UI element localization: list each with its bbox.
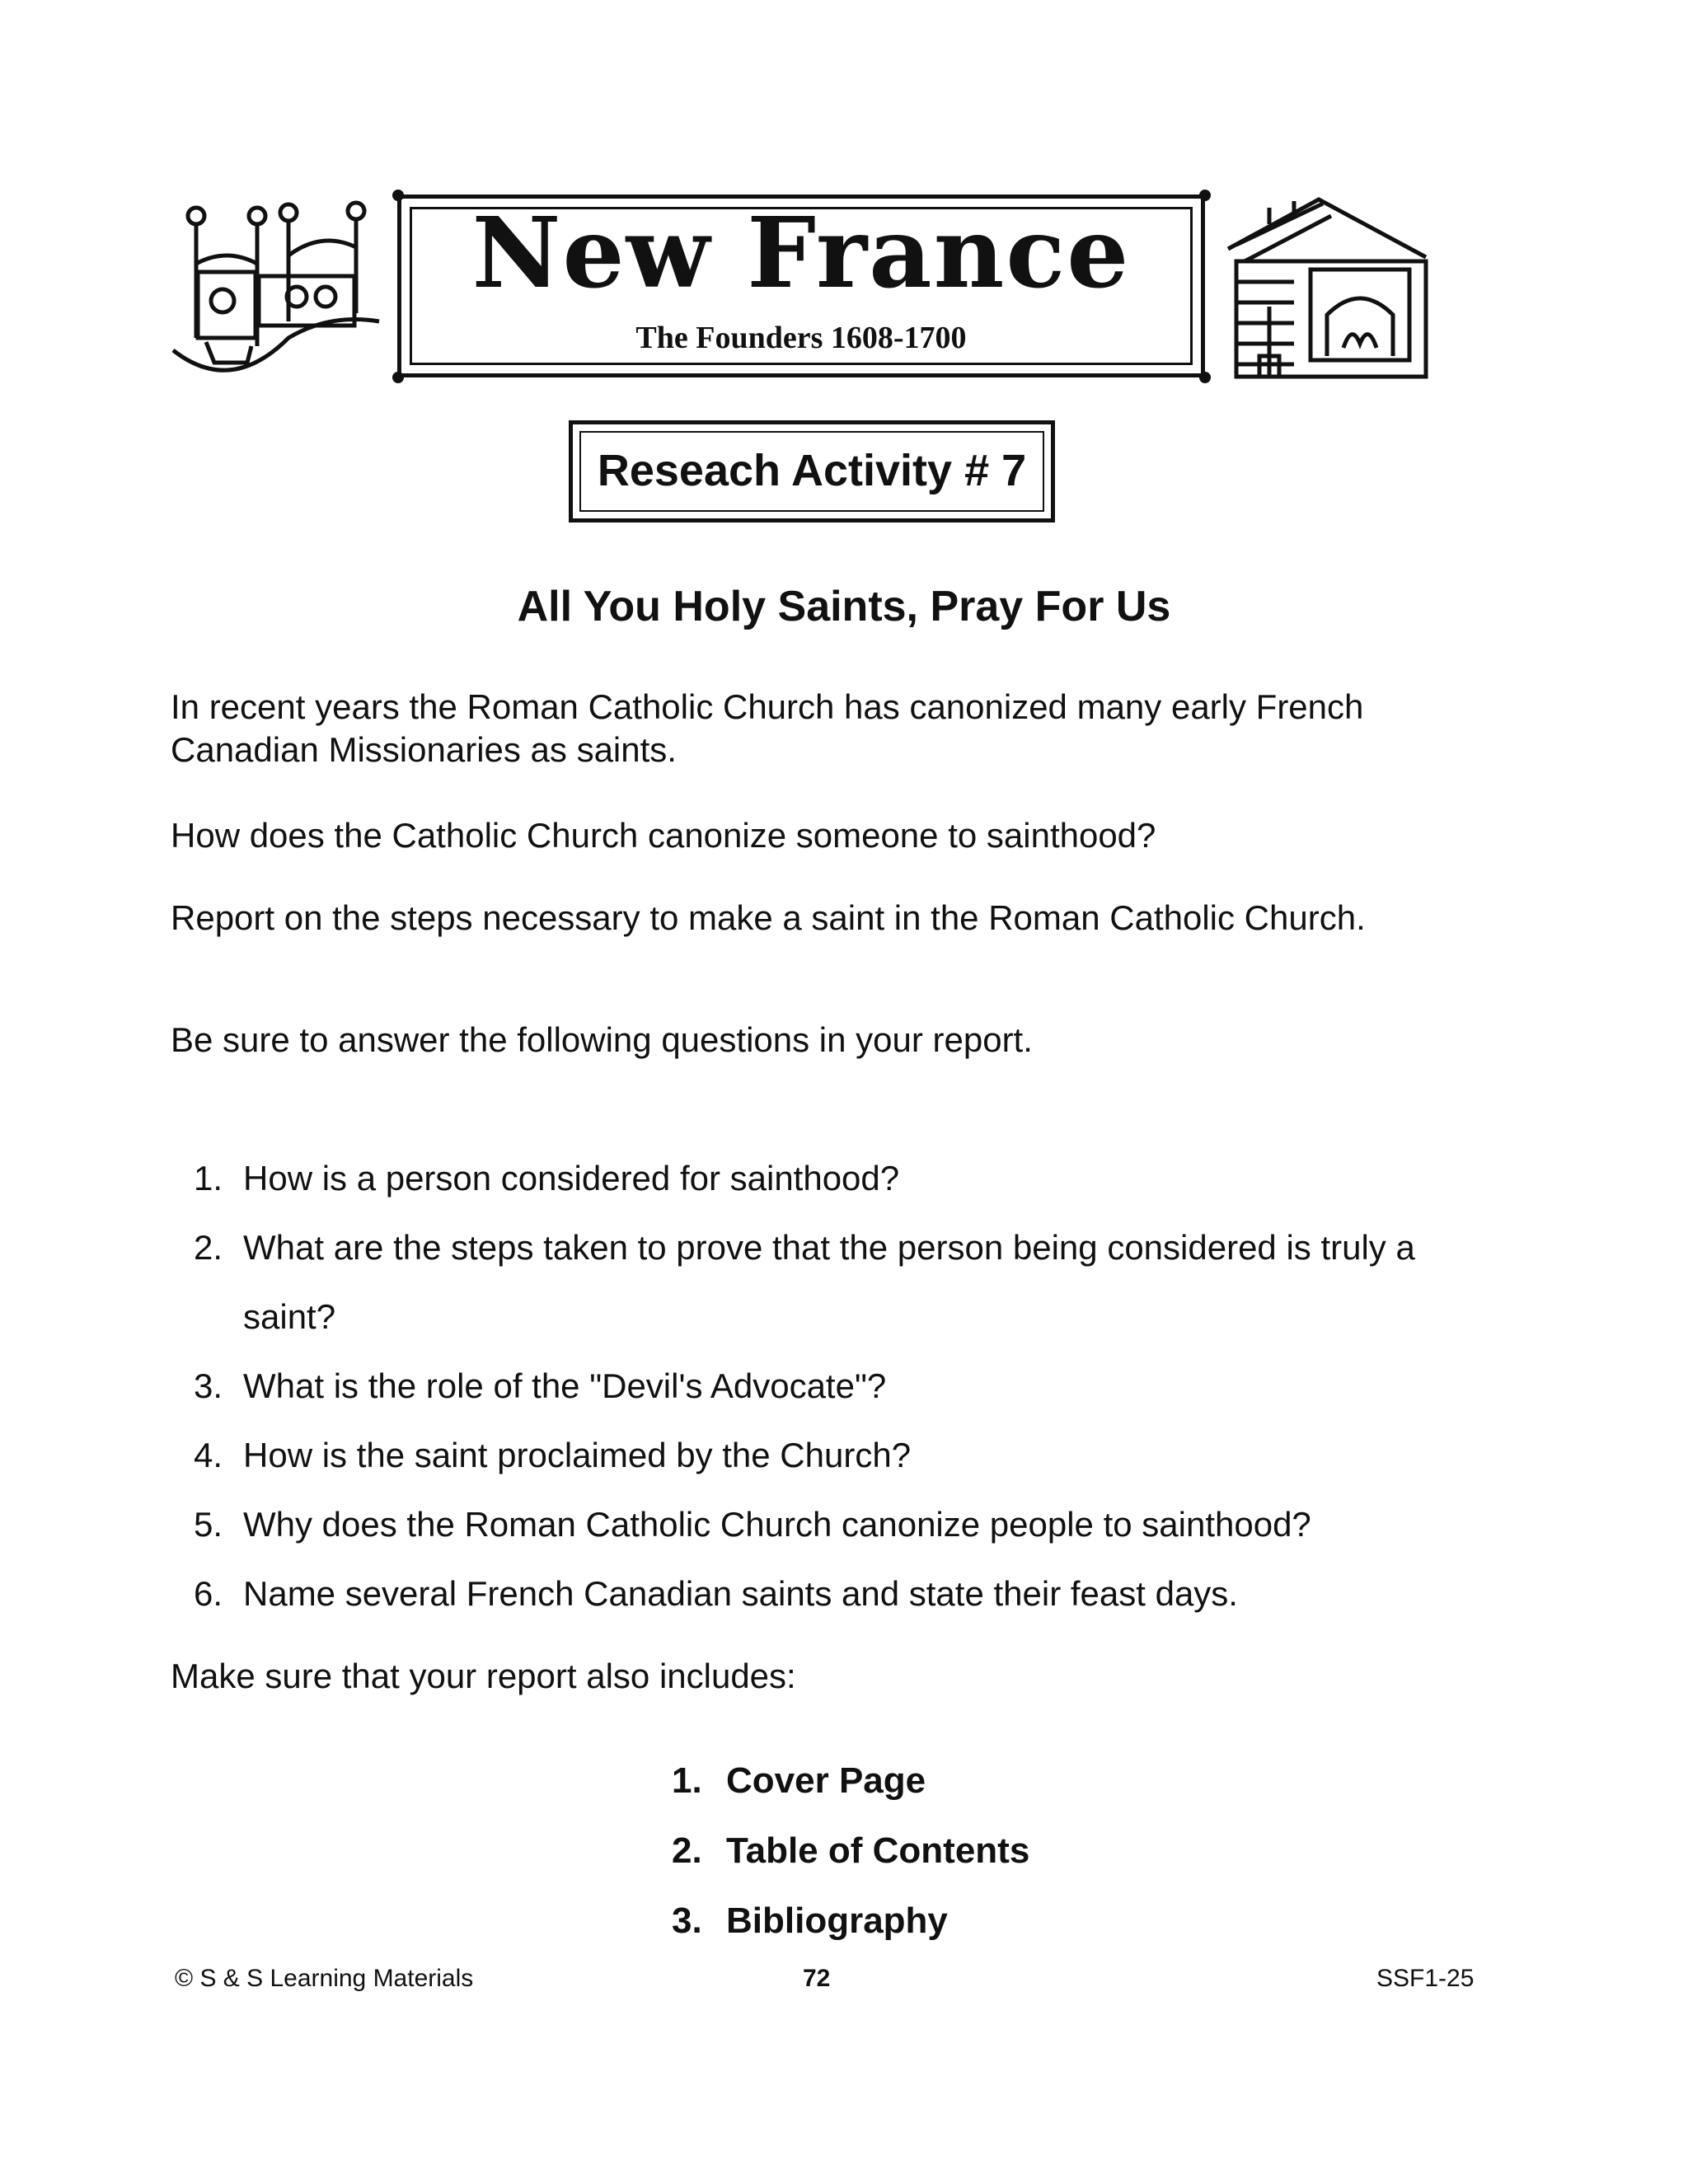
corner-ornament-icon: [1199, 372, 1211, 383]
item-number: 1.: [194, 1159, 223, 1197]
footer-copyright: © S & S Learning Materials: [175, 1965, 474, 1992]
questions-list: [194, 1144, 1479, 1629]
item-text: Why does the Roman Catholic Church canonize people to sainthood?: [243, 1505, 1311, 1544]
corner-ornament-icon: [1199, 190, 1211, 201]
activity-label: Reseach Activity # 7: [597, 446, 1027, 495]
page-heading: All You Holy Saints, Pray For Us: [517, 583, 1171, 630]
item-text: Table of Contents: [726, 1830, 1030, 1871]
footer-code: SSF1-25: [1376, 1965, 1475, 1992]
corner-ornament-icon: [392, 190, 404, 201]
list-item: [194, 1352, 1479, 1421]
intro-paragraph: In recent years the Roman Catholic Church has canonized many early French Canadian Missionaries as saints.: [171, 687, 1364, 769]
item-number: 3.: [194, 1366, 223, 1405]
question-paragraph: How does the Catholic Church canonize someone to sainthood?: [171, 816, 1156, 855]
corner-ornament-icon: [392, 372, 404, 383]
item-text: How is a person considered for sainthood?: [243, 1159, 900, 1197]
report-intro: Make sure that your report also includes:: [171, 1657, 796, 1695]
item-number: 4.: [194, 1436, 223, 1474]
report-items-list: [672, 1746, 1029, 1956]
banner-subtitle: The Founders 1608-1700: [635, 321, 967, 355]
list-item: [194, 1421, 1479, 1490]
list-item: [672, 1886, 1029, 1956]
report-paragraph: Report on the steps necessary to make a saint in the Roman Catholic Church.: [171, 898, 1366, 937]
item-number: 3.: [672, 1900, 702, 1941]
item-number: 1.: [672, 1760, 702, 1801]
item-text: Bibliography: [726, 1900, 948, 1941]
item-number: 2.: [194, 1228, 223, 1267]
item-number: 5.: [194, 1505, 223, 1544]
list-item: [194, 1144, 1479, 1213]
item-text: Cover Page: [726, 1760, 926, 1801]
item-text: What are the steps taken to prove that the person being considered is truly a saint?: [243, 1228, 1415, 1336]
list-item: [194, 1490, 1479, 1559]
cabin-fireplace-illustration: [1220, 191, 1442, 389]
item-text: How is the saint proclaimed by the Church?: [243, 1436, 912, 1474]
list-item: [194, 1559, 1479, 1629]
banner-title: New France: [471, 195, 1131, 310]
page-number: 72: [803, 1965, 831, 1992]
instructions-paragraph: Be sure to answer the following questions in your report.: [171, 1020, 1033, 1059]
cradle-illustration: [165, 198, 387, 387]
item-number: 6.: [194, 1574, 223, 1613]
list-item: [672, 1816, 1029, 1886]
list-item: [672, 1746, 1029, 1816]
item-text: What is the role of the "Devil's Advocate"?: [243, 1366, 887, 1405]
item-text: Name several French Canadian saints and state their feast days.: [243, 1574, 1238, 1613]
list-item: [194, 1213, 1479, 1352]
item-number: 2.: [672, 1830, 702, 1871]
